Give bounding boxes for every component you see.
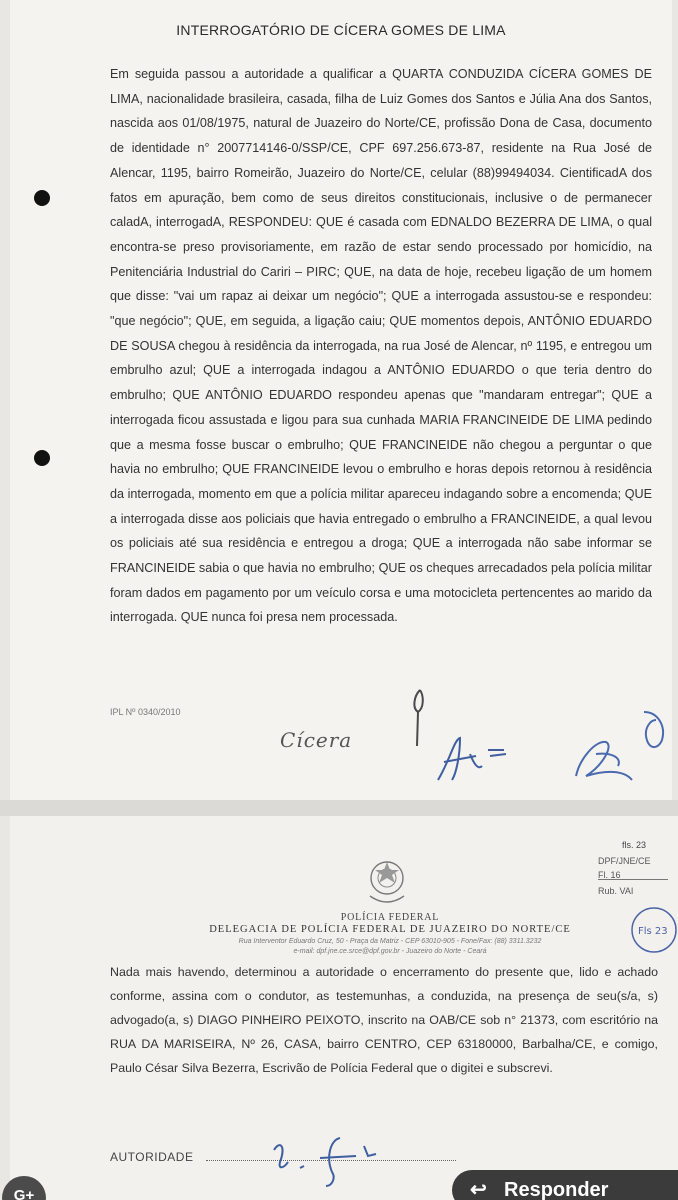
coat-of-arms-icon bbox=[362, 856, 412, 910]
page-number: fls. 23 bbox=[622, 840, 647, 850]
svg-text:Fls 23: Fls 23 bbox=[638, 926, 668, 937]
interrogation-text: Em seguida passou a autoridade a qualificar a QUARTA CONDUZIDA CÍCERA GOMES DE LIMA, nacionalidade brasileira, casada, filha de Luiz Gomes dos Santos e Júlia Ana dos Santos, nascida aos 01/08/1975, natural de Juazeiro do Norte/CE, profissão Dona de Casa, documento de identidade n° 2007714146-0/SSP/CE, CPF 697.256.673-87, residente na Rua José de Alencar, 1195, bairro Romeirão, Juazeiro do Norte/CE, celular (88)99494034. CientificadA dos fatos em apuração, bem como de seus direitos constitucionais, inclusive o de permanecer caladA, interrogadA, RESPONDEU: QUE é casada com EDNALDO BEZERRA DE LIMA, o qual encontra-se preso provisoriamente, em razão de estar sendo processado por homicídio, na Penitenciária Industrial do Cariri – PIRC; QUE, na data de hoje, recebeu ligação de um homem que disse: "vai um rapaz ai deixar um negócio"; QUE a interrogada assustou-se e respondeu: "que negócio"; QUE, em seguida, a ligação caiu; QUE momentos depois, ANTÔNIO EDUARDO DE SOUSA chegou à residência da interrogada, na rua José de Alencar, nº 1195, e entregou um embrulho azul; QUE a interrogada indagou a ANTÔNIO EDUARDO o que teria dentro do embrulho; QUE ANTÔNIO EDUARDO respondeu apenas que "mandaram entregar"; QUE a interrogada ficou assustada e ligou para sua cunhada MARIA FRANCINEIDE DE LIMA pedindo que a mesma fosse buscar o embrulho; QUE FRANCINEIDE não chegou a perguntar o que havia no embrulho; QUE FRANCINEIDE levou o embrulho e horas depois retornou à residência da interrogada, momento em que a polícia militar apareceu indagando sobre a encomenda; QUE a interrogada disse aos policiais que havia entregado o embrulho a FRANCINEIDE, a qual levou os policiais até sua residência e entregou a droga; QUE a interrogada não sabe informar se FRANCINEIDE sabia o que havia no embrulho; QUE os cheques arrecadados pela polícia militar foram dados em pagamento por um veículo corsa e uma motocicleta pertencentes ao marido da interrogada. QUE nunca foi presa nem processada. bbox=[110, 67, 652, 625]
signature-mark-2 bbox=[430, 720, 520, 790]
authority-signature bbox=[260, 1128, 400, 1188]
document-title: INTERROGATÓRIO DE CÍCERA GOMES DE LIMA bbox=[176, 22, 506, 38]
reply-arrow-icon: ↩ bbox=[470, 1179, 487, 1200]
autoridade-label: AUTORIDADE bbox=[110, 1150, 194, 1164]
add-account-button[interactable]: G+ bbox=[2, 1176, 46, 1200]
signature-mark-3 bbox=[566, 706, 676, 790]
rubric-stamp: DPF/JNE/CE Fl. 16 Rub. VAI bbox=[596, 854, 678, 902]
document-page-2 bbox=[10, 816, 678, 1200]
punch-hole bbox=[34, 190, 50, 206]
reply-button[interactable] bbox=[452, 1170, 678, 1200]
office-name: DELEGACIA DE POLÍCIA FEDERAL DE JUAZEIRO DO NORTE/CE bbox=[209, 924, 571, 935]
handwritten-name-signature: Cícera bbox=[280, 728, 353, 752]
office-email: e-mail: dpf.jne.ce.srce@dpf.gov.br - Juazeiro do Norte - Ceará bbox=[293, 948, 487, 955]
closing-text: Nada mais havendo, determinou a autoridade o encerramento do presente que, lido e achado conforme, assina com o condutor, as testemunhas, a conduzida, na presença de seu(s/a, s) advogado(a, s) DIAGO PINHEIRO PEIXOTO, inscrito na OAB/CE sob n° 21373, com escritório na RUA DA MARISEIRA, Nº 26, CASA, bairro CENTRO, CEP 63180000, Barbalha/CE, e comigo, Paulo César Silva Bezerra, Escrivão de Polícia Federal que o digitei e subscrevi. bbox=[110, 965, 658, 1075]
agency-name: POLÍCIA FEDERAL bbox=[340, 912, 440, 923]
document-page-1 bbox=[10, 0, 672, 800]
reply-label: Responder bbox=[504, 1179, 609, 1200]
office-address: Rua Interventor Eduardo Cruz, 50 - Praça da Matriz - CEP 63010-905 - Fone/Fax: (88) 3311.3232 bbox=[238, 938, 542, 945]
page-separator bbox=[0, 800, 678, 816]
punch-hole bbox=[34, 450, 50, 466]
ipl-number: IPL Nº 0340/2010 bbox=[110, 707, 181, 717]
